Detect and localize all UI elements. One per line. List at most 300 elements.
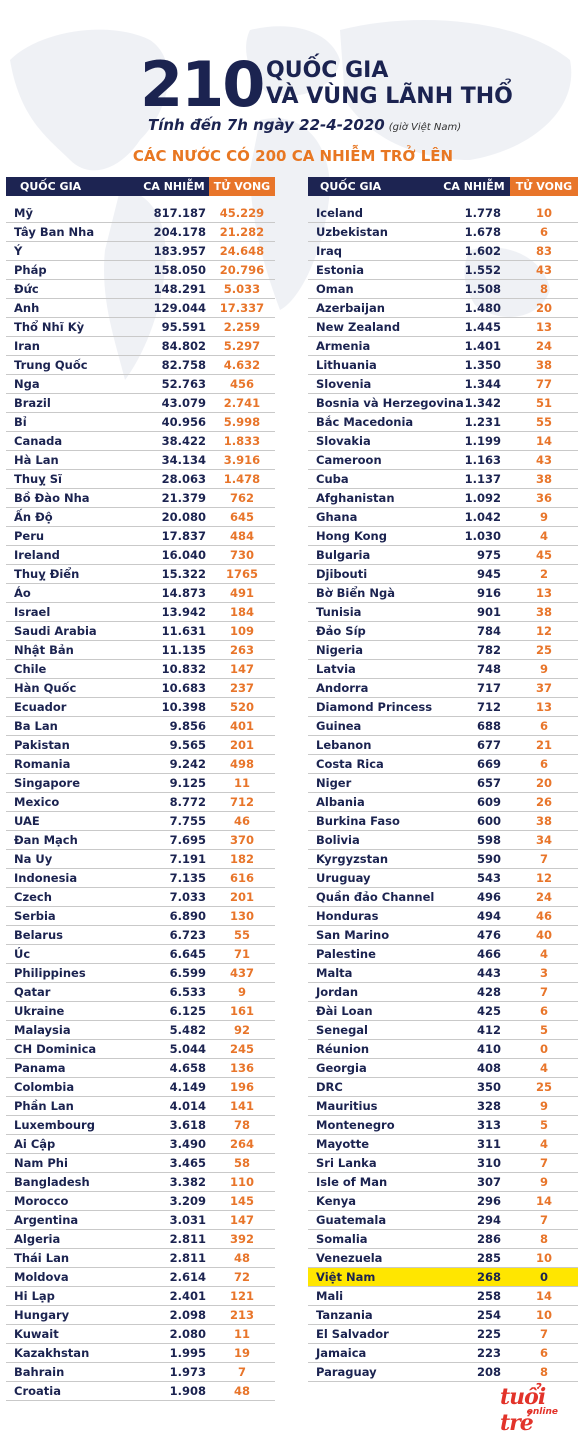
table-row [308,356,578,375]
cases-value: 784 [476,624,501,638]
deaths-value: 6 [539,757,548,771]
cases-value: 9.565 [169,738,206,752]
cases-value: 20.080 [161,510,206,524]
cases-value: 328 [476,1099,501,1113]
cases-value: 2.614 [169,1270,206,1284]
country-name: Jamaica [316,1346,367,1360]
cases-value: 2.811 [169,1232,206,1246]
deaths-value: 3 [539,966,548,980]
country-name: Bulgaria [316,548,371,562]
table-row [6,1211,275,1230]
deaths-value: 2 [539,567,548,581]
table-row [6,508,275,527]
table-row [308,1363,578,1382]
cases-value: 1.602 [464,244,501,258]
table-row [308,451,578,470]
deaths-value: 21.282 [219,225,265,239]
right-table [308,204,578,1382]
country-name: Qatar [14,985,51,999]
deaths-value: 24 [535,339,552,353]
deaths-value: 110 [229,1175,254,1189]
table-row [308,888,578,907]
cases-value: 3.031 [169,1213,206,1227]
left-header-country: QUỐC GIA [6,177,139,196]
country-name: Mauritius [316,1099,378,1113]
cases-value: 311 [476,1137,501,1151]
country-name: Morocco [14,1194,69,1208]
table-row [308,1287,578,1306]
cases-value: 1.908 [169,1384,206,1398]
country-name: Algeria [14,1232,61,1246]
table-row [6,489,275,508]
table-row [6,1230,275,1249]
cases-value: 817.187 [153,206,206,220]
country-name: Kyrgyzstan [316,852,389,866]
cases-value: 43.079 [161,396,206,410]
cases-value: 543 [476,871,501,885]
country-name: Úc [14,947,31,961]
cases-value: 313 [476,1118,501,1132]
table-row [308,774,578,793]
table-row [6,1116,275,1135]
country-name: Hà Lan [14,453,59,467]
table-row [6,546,275,565]
table-row [308,413,578,432]
deaths-value: 264 [229,1137,254,1151]
table-row [308,375,578,394]
cases-value: 3.465 [169,1156,206,1170]
deaths-value: 34 [535,833,552,847]
table-row [308,204,578,223]
country-name: Panama [14,1061,66,1075]
country-name: Niger [316,776,352,790]
cases-value: 412 [476,1023,501,1037]
deaths-value: 10 [535,1251,552,1265]
country-name: Serbia [14,909,56,923]
table-row [308,280,578,299]
country-name: Thổ Nhĩ Kỳ [14,320,85,334]
table-row [308,546,578,565]
table-row [6,261,275,280]
deaths-value: 6 [539,1346,548,1360]
deaths-value: 43 [535,263,552,277]
table-row [6,793,275,812]
cases-value: 225 [476,1327,501,1341]
deaths-value: 5.297 [223,339,261,353]
deaths-value: 83 [535,244,552,258]
cases-value: 717 [476,681,501,695]
deaths-value: 72 [233,1270,250,1284]
left-table [6,204,275,1401]
cases-value: 4.014 [169,1099,206,1113]
table-row [308,1249,578,1268]
country-name: Romania [14,757,71,771]
deaths-value: 2.259 [223,320,261,334]
title-line-1: QUỐC GIA [266,58,389,83]
deaths-value: 7 [539,1156,548,1170]
country-name: Tunisia [316,605,362,619]
table-row [308,622,578,641]
country-name: Georgia [316,1061,367,1075]
country-name: Israel [14,605,51,619]
deaths-value: 3.916 [223,453,261,467]
deaths-value: 130 [229,909,254,923]
deaths-value: 437 [229,966,254,980]
cases-value: 10.683 [161,681,206,695]
deaths-value: 43 [535,453,552,467]
country-name: Diamond Princess [316,700,433,714]
table-row [6,622,275,641]
country-name: Bắc Macedonia [316,415,414,429]
cases-value: 496 [476,890,501,904]
deaths-value: 121 [229,1289,254,1303]
table-row [6,584,275,603]
deaths-value: 4 [539,1137,548,1151]
table-row [308,1268,578,1287]
country-name: Hungary [14,1308,70,1322]
deaths-value: 456 [229,377,254,391]
country-name: Honduras [316,909,379,923]
cases-value: 204.178 [153,225,206,239]
cases-value: 3.209 [169,1194,206,1208]
table-row [308,1344,578,1363]
table-row [308,337,578,356]
table-row [308,489,578,508]
cases-value: 1.508 [464,282,501,296]
country-name: Uruguay [316,871,371,885]
cases-value: 3.490 [169,1137,206,1151]
cases-value: 916 [476,586,501,600]
cases-value: 1.199 [464,434,501,448]
table-row [6,1344,275,1363]
country-name: Quần đảo Channel [316,890,435,904]
country-name: Slovakia [316,434,371,448]
deaths-value: 21 [535,738,552,752]
country-name: Jordan [316,985,359,999]
deaths-value: 48 [233,1384,250,1398]
deaths-value: 8 [539,282,548,296]
table-row [6,337,275,356]
table-row [308,1002,578,1021]
deaths-value: 392 [229,1232,254,1246]
subtitle-date: Tính đến 7h ngày 22-4-2020 [148,116,385,134]
cases-value: 148.291 [153,282,206,296]
table-row [308,223,578,242]
deaths-value: 40 [535,928,552,942]
country-name: Lithuania [316,358,377,372]
country-name: Bahrain [14,1365,65,1379]
deaths-value: 9 [237,985,246,999]
title-line-2: VÀ VÙNG LÃNH THỔ [266,84,513,109]
country-name: Moldova [14,1270,69,1284]
cases-value: 6.533 [169,985,206,999]
deaths-value: 196 [229,1080,254,1094]
cases-value: 21.379 [161,491,206,505]
table-row [308,717,578,736]
deaths-value: 645 [229,510,254,524]
cases-value: 82.758 [161,358,206,372]
table-row [6,413,275,432]
country-name: Argentina [14,1213,79,1227]
cases-value: 1.973 [169,1365,206,1379]
table-row [6,1040,275,1059]
country-name: Azerbaijan [316,301,385,315]
country-name: Na Uy [14,852,53,866]
table-row [308,850,578,869]
cases-value: 7.135 [169,871,206,885]
cases-value: 254 [476,1308,501,1322]
table-row [308,1306,578,1325]
deaths-value: 17.337 [219,301,265,315]
table-row [6,1059,275,1078]
cases-value: 9.125 [169,776,206,790]
cases-value: 410 [476,1042,501,1056]
table-row [308,1173,578,1192]
cases-value: 1.445 [464,320,501,334]
country-name: Mỹ [14,206,33,220]
cases-value: 1.163 [464,453,501,467]
deaths-value: 26 [535,795,552,809]
country-name: Nam Phi [14,1156,68,1170]
cases-value: 17.837 [161,529,206,543]
table-row [6,375,275,394]
country-name: Saudi Arabia [14,624,97,638]
country-name: Kuwait [14,1327,59,1341]
deaths-value: 12 [535,624,552,638]
cases-value: 2.098 [169,1308,206,1322]
country-name: CH Dominica [14,1042,97,1056]
country-name: Ý [14,244,23,258]
country-name: Ấn Độ [14,510,53,524]
deaths-value: 45 [535,548,552,562]
country-name: Isle of Man [316,1175,388,1189]
table-row [308,793,578,812]
country-name: Guatemala [316,1213,387,1227]
deaths-value: 0 [539,1042,548,1056]
cases-value: 782 [476,643,501,657]
table-row [6,280,275,299]
tuoi-tre-logo [500,1384,582,1436]
country-name: Cuba [316,472,349,486]
cases-value: 975 [476,548,501,562]
table-row [6,888,275,907]
deaths-value: 46 [535,909,552,923]
table-row [308,945,578,964]
country-name: Đức [14,282,39,296]
country-name: Ukraine [14,1004,65,1018]
cases-value: 310 [476,1156,501,1170]
deaths-value: 201 [229,738,254,752]
country-name: Nigeria [316,643,363,657]
deaths-value: 77 [535,377,552,391]
table-row [308,261,578,280]
deaths-value: 7 [539,985,548,999]
deaths-value: 141 [229,1099,254,1113]
table-row [308,812,578,831]
deaths-value: 201 [229,890,254,904]
left-header-cases: CA NHIỄM [139,177,209,196]
table-row [6,698,275,717]
table-row [6,1268,275,1287]
table-row [6,318,275,337]
cases-value: 2.080 [169,1327,206,1341]
deaths-value: 520 [229,700,254,714]
table-row [6,1021,275,1040]
table-row [6,1097,275,1116]
deaths-value: 38 [535,605,552,619]
deaths-value: 145 [229,1194,254,1208]
deaths-value: 370 [229,833,254,847]
deaths-value: 13 [535,700,552,714]
country-name: Mexico [14,795,60,809]
cases-value: 14.873 [161,586,206,600]
deaths-value: 109 [229,624,254,638]
country-name: Canada [14,434,63,448]
country-name: Lebanon [316,738,372,752]
table-row [6,242,275,261]
country-name: Oman [316,282,354,296]
deaths-value: 1765 [225,567,258,581]
deaths-value: 37 [535,681,552,695]
country-name: Pháp [14,263,47,277]
country-name: Brazil [14,396,51,410]
country-name: Tanzania [316,1308,373,1322]
deaths-value: 14 [535,1194,552,1208]
table-row [308,1116,578,1135]
cases-value: 1.995 [169,1346,206,1360]
country-name: Mayotte [316,1137,370,1151]
table-row [308,1154,578,1173]
table-row [308,432,578,451]
right-header-cases: CA NHIỄM [438,177,510,196]
country-name: Pakistan [14,738,70,752]
country-name: Costa Rica [316,757,384,771]
deaths-value: 20 [535,776,552,790]
cases-value: 38.422 [161,434,206,448]
country-name: Bosnia và Herzegovina [316,396,464,410]
deaths-value: 401 [229,719,254,733]
country-name: Bolivia [316,833,360,847]
country-name: Bồ Đào Nha [14,491,90,505]
table-row [6,1002,275,1021]
country-name: Réunion [316,1042,370,1056]
table-row [6,451,275,470]
cases-value: 10.832 [161,662,206,676]
country-name: Burkina Faso [316,814,400,828]
deaths-value: 263 [229,643,254,657]
country-name: Singapore [14,776,81,790]
table-row [6,641,275,660]
cases-value: 2.811 [169,1251,206,1265]
cases-value: 4.149 [169,1080,206,1094]
deaths-value: 38 [535,472,552,486]
country-name: Djibouti [316,567,368,581]
deaths-value: 78 [233,1118,250,1132]
country-name: Malaysia [14,1023,71,1037]
table-row [308,755,578,774]
cases-value: 13.942 [161,605,206,619]
country-name: Cameroon [316,453,382,467]
deaths-value: 13 [535,320,552,334]
cases-value: 6.645 [169,947,206,961]
deaths-value: 48 [233,1251,250,1265]
table-row [6,1135,275,1154]
table-row [6,527,275,546]
deaths-value: 484 [229,529,254,543]
table-row [308,242,578,261]
table-row [6,1287,275,1306]
country-name: Iran [14,339,40,353]
cases-value: 688 [476,719,501,733]
deaths-value: 55 [535,415,552,429]
country-name: Đài Loan [316,1004,373,1018]
country-name: Trung Quốc [14,358,88,372]
deaths-value: 136 [229,1061,254,1075]
cases-value: 294 [476,1213,501,1227]
table-row [308,470,578,489]
cases-value: 598 [476,833,501,847]
table-row [6,1173,275,1192]
country-name: New Zealand [316,320,401,334]
cases-value: 1.231 [464,415,501,429]
cases-value: 901 [476,605,501,619]
cases-value: 1.678 [464,225,501,239]
country-name: Thuỵ Sĩ [14,472,62,486]
table-row [308,1097,578,1116]
table-row [308,983,578,1002]
country-name: Slovenia [316,377,372,391]
country-name: Thái Lan [14,1251,70,1265]
table-row [6,1382,275,1401]
country-name: Armenia [316,339,371,353]
table-row [308,1040,578,1059]
deaths-value: 245 [229,1042,254,1056]
deaths-value: 45.229 [219,206,265,220]
deaths-value: 9 [539,510,548,524]
deaths-value: 762 [229,491,254,505]
cases-value: 350 [476,1080,501,1094]
cases-value: 609 [476,795,501,809]
cases-value: 11.631 [161,624,206,638]
left-header-deaths: TỬ VONG [209,177,275,196]
table-row [308,926,578,945]
deaths-value: 10 [535,1308,552,1322]
country-name: Latvia [316,662,356,676]
cases-value: 40.956 [161,415,206,429]
deaths-value: 1.478 [223,472,261,486]
cases-value: 6.723 [169,928,206,942]
country-name: Andorra [316,681,369,695]
country-name: Ba Lan [14,719,58,733]
right-header-country: QUỐC GIA [308,177,438,196]
country-name: El Salvador [316,1327,389,1341]
country-name: Peru [14,529,45,543]
country-name: Croatia [14,1384,61,1398]
country-name: Nhật Bản [14,643,74,657]
cases-value: 1.042 [464,510,501,524]
cases-value: 34.134 [161,453,206,467]
deaths-value: 147 [229,662,254,676]
cases-value: 408 [476,1061,501,1075]
country-name: Bangladesh [14,1175,90,1189]
country-count: 210 [140,48,264,121]
cases-value: 1.342 [464,396,501,410]
cases-value: 748 [476,662,501,676]
deaths-value: 9 [539,1099,548,1113]
deaths-value: 4 [539,1061,548,1075]
cases-value: 7.191 [169,852,206,866]
table-row [6,755,275,774]
